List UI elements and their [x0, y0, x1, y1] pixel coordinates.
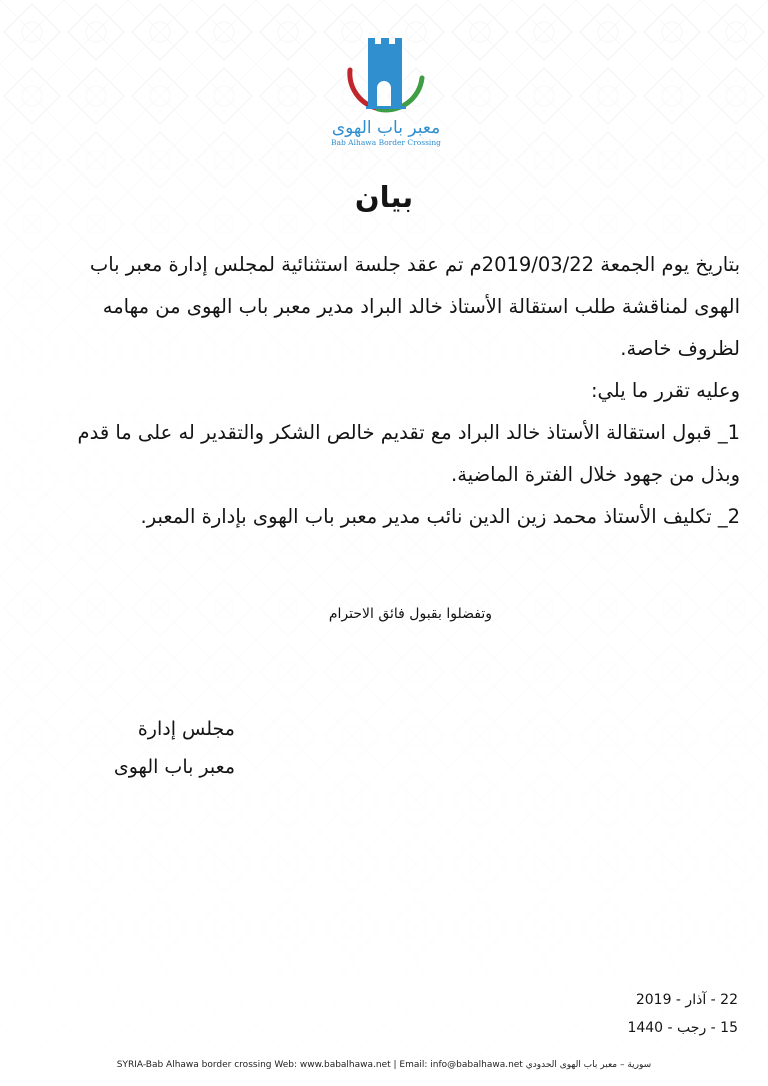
date-hijri: 15 - رجب - 1440 [627, 1020, 738, 1036]
document-title: بيان [354, 180, 414, 214]
closing-line: وتفضلوا بقبول فائق الاحترام [328, 606, 492, 622]
logo [321, 30, 451, 160]
logo-english-name: Bab Alhawa Border Crossing [331, 138, 441, 147]
date-block [620, 986, 738, 1042]
footer-contact: SYRIA-Bab Alhawa border crossing Web: www.babalhawa.net | Email: info@babalhawa.net سورية – معبر باب الهوى الحدودي [116, 1060, 652, 1070]
date-gregorian: 22 - آذار - 2019 [635, 992, 738, 1008]
crossing-tower-logo-icon [336, 30, 436, 116]
statement-paragraph: بتاريخ يوم الجمعة 2019/03/22م تم عقد جلسة استثنائية لمجلس إدارة معبر باب الهوى لمناقشة طلب استقالة الأستاذ خالد البراد مدير معبر باب الهوى من مهامه لظروف خاصة. [89, 253, 740, 360]
decision-item: 2_ تكليف الأستاذ محمد زين الدين نائب مدير معبر باب الهوى بإدارة المعبر. [140, 505, 740, 528]
signature-line: مجلس إدارة [137, 718, 235, 740]
statement-body [60, 244, 740, 538]
decision-item: 1_ قبول استقالة الأستاذ خالد البراد مع تقديم خالص الشكر والتقدير له على ما قدم وبذل من جهود خلال الفترة الماضية. [77, 421, 740, 486]
signature-block [90, 710, 235, 786]
logo-arabic-name: معبر باب الهوى [331, 118, 441, 138]
statement-paragraph: وعليه تقرر ما يلي: [590, 379, 740, 402]
signature-line: معبر باب الهوى [113, 756, 235, 778]
